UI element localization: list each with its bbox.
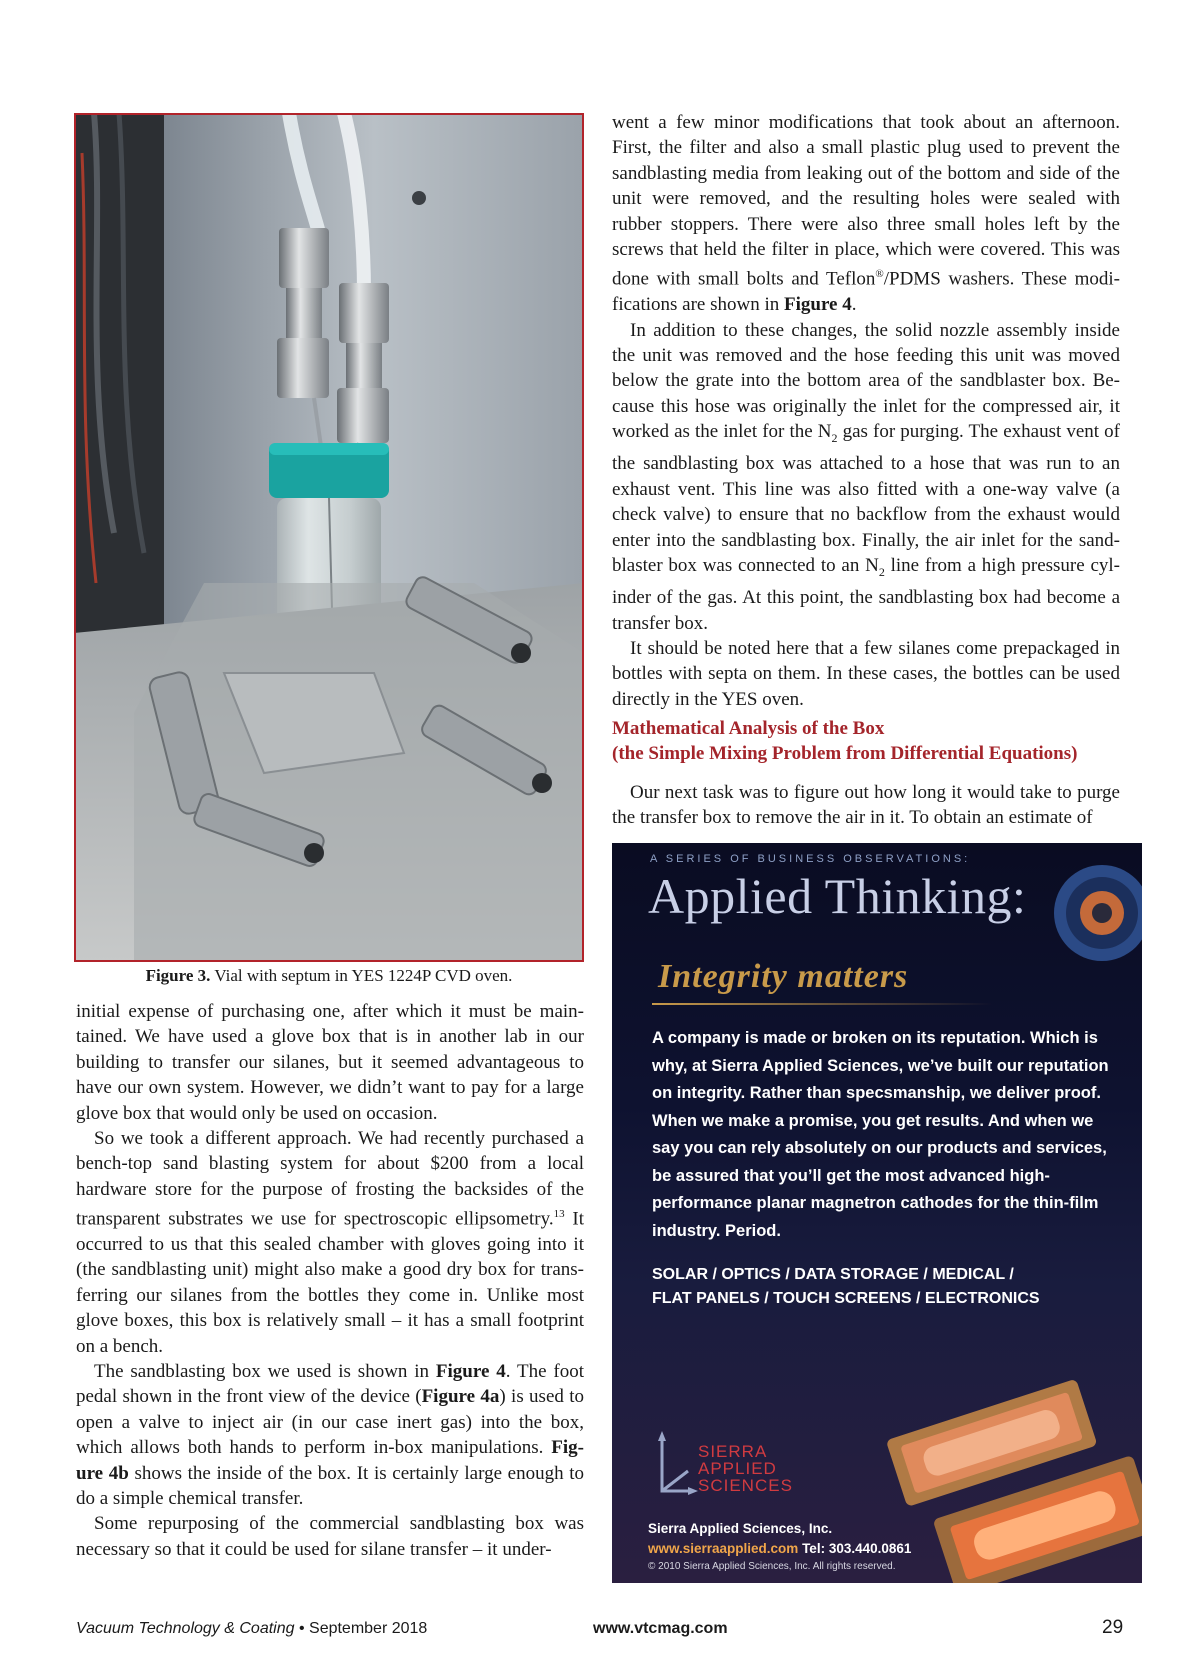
logo-line: SCIENCES — [698, 1476, 793, 1495]
footer-separator: • — [294, 1620, 310, 1637]
footer-website-link[interactable]: www.vtcmag.com — [593, 1620, 728, 1637]
text-run: shows the inside of the box. It is certainly large enough to do a simple chemical transfer. — [76, 1462, 584, 1510]
subscript: 2 — [831, 431, 838, 445]
subscript: 2 — [878, 564, 885, 579]
paragraph — [612, 318, 1120, 636]
text-run: So we took a different approach. We had recently purchased a bench-top sand blasting system for about $200 from a local hardware store for the purpose of frosting the backsides of the transparent substrates we use for spectroscopic ellipsometry. — [76, 1128, 584, 1230]
paragraph: Our next task was to figure out how long it would take to purge the transfer box to remove the air in it. To obtain an estimate of — [612, 782, 1120, 829]
paragraph: It should be noted here that a few silanes come prepackaged in bottles with septa on them. In these cases, the bottles can be used directly in the YES oven. — [612, 638, 1120, 710]
text-run: It occurred to us that this sealed chamber with gloves going into it (the sandblasting unit) might also make a good dry box for trans-ferring our silanes from the bottles they come in. Unlike most glove boxes, this box is relatively small – it has a small footprint on a bench. — [76, 1208, 584, 1357]
figure-reference: Fig-ure 4b — [76, 1437, 584, 1484]
figure-caption-text: Vial with septum in YES 1224P CVD oven. — [210, 966, 513, 985]
text-run: ) is used to open a valve to inject air (in our case inert gas) into the box, which allows both hands to perform in-box manipulations. — [76, 1386, 584, 1459]
text-run: went a few minor modifications that took about an afternoon. First, the filter and also a small plastic plug used to prevent the sandblasting media from leaking out of the bottom and side of the unit were removed, and the resulting holes were sealed with rubber stoppers. There were also three small holes left by the screws that held the filter in place, which were covered. This was done with small bolts and Teflon — [612, 112, 1120, 290]
section-heading-line: (the Simple Mixing Problem from Differential Equations) — [612, 743, 1078, 765]
ad-phone: Tel: 303.440.0861 — [798, 1541, 912, 1556]
text-run: . — [851, 294, 857, 316]
logo-line: SIERRA — [698, 1442, 768, 1461]
ad-contact — [648, 1541, 911, 1556]
ad-logo-wordmark — [698, 1443, 793, 1494]
text-run: The sandblasting box we used is shown in — [94, 1361, 436, 1383]
ad-subtitle: Integrity matters — [658, 958, 909, 995]
figure-caption-label: Figure 3. — [145, 966, 211, 985]
ad-series-label: A SERIES OF BUSINESS OBSERVATIONS: — [650, 853, 971, 865]
figure-reference: Figure 4 — [784, 294, 852, 316]
figure-reference: Figure 4 — [435, 1361, 506, 1383]
footer-date: September 2018 — [309, 1620, 428, 1637]
ad-copyright: © 2010 Sierra Applied Sciences, Inc. All rights reserved. — [648, 1561, 896, 1572]
cathode-product-image — [882, 1363, 1142, 1583]
section-heading — [612, 716, 1132, 767]
vial-photo-illustration — [74, 113, 584, 962]
ad-markets — [652, 1263, 1122, 1311]
cathode-disk-image — [1032, 863, 1142, 973]
figure-3-photo — [74, 113, 584, 962]
ad-markets-line: SOLAR / OPTICS / DATA STORAGE / MEDICAL / — [652, 1266, 1014, 1283]
figure-caption — [74, 966, 584, 986]
figure-reference: Figure 4a — [421, 1386, 500, 1408]
text-run: /PDMS washers. These modi-fications are shown in — [612, 268, 1120, 316]
ad-company-name: Sierra Applied Sciences, Inc. — [648, 1521, 833, 1536]
footer-magazine-title: Vacuum Technology & Coating — [76, 1620, 295, 1637]
ad-markets-line: FLAT PANELS / TOUCH SCREENS / ELECTRONICS — [652, 1290, 1040, 1307]
section-heading-line: Mathematical Analysis of the Box — [612, 718, 885, 739]
ad-title: Applied Thinking: — [648, 868, 1027, 924]
text-run: gas for purging. The exhaust vent of the sandblasting box was attached to a hose that was run to an exhaust vent. This line was also fitted with a one-way valve (a check valve) to ensure that no backflow from the exhaust would enter into the sandblasting box. Finally, the air inlet for the sand-blaster box was connected to an N — [612, 421, 1120, 577]
paragraph: Some repurposing of the commercial sandblasting box was necessary so that it could be used for silane transfer – it under- — [76, 1513, 584, 1560]
paragraph — [612, 110, 1120, 318]
reference-superscript: 13 — [553, 1208, 565, 1221]
right-text-column-continued — [612, 780, 1120, 831]
text-run: In addition to these changes, the solid nozzle assembly inside the unit was removed and the hose feeding this unit was moved below the grate into the bottom area of the sandblaster box. Be-cause this hose was originally the inlet for the compressed air, it worked as the inlet for the N — [612, 319, 1120, 443]
right-text-column — [612, 110, 1120, 712]
paragraph — [76, 1359, 584, 1511]
left-text-column — [76, 999, 584, 1562]
footer-publication — [76, 1620, 427, 1638]
ad-website-link[interactable]: www.sierraapplied.com — [648, 1541, 799, 1556]
logo-line: APPLIED — [698, 1459, 777, 1478]
registered-mark: ® — [875, 268, 884, 281]
ad-divider — [652, 1003, 992, 1005]
text-run: line from a high pressure cyl-inder of the gas. At this point, the sandblasting box had become a transfer box. — [612, 555, 1120, 634]
paragraph — [76, 1126, 584, 1359]
text-run: . The foot pedal shown in the front view of the device ( — [76, 1361, 584, 1408]
ad-body-text: A company is made or broken on its reputation. Which is why, at Sierra Applied Sciences, we’ve built our reputation on integrity. Rather than specsmanship, we deliver proof. When we make a promise, you get results. And when we say you can rely absolutely on our products and services, be assured that you’ll get the most advanced high-performance planar magnetron cathodes for the thin-film industry. Period. — [652, 1029, 1109, 1240]
paragraph: initial expense of purchasing one, after which it must be main-tained. We have used a glove box that is in another lab in our building to transfer our silanes, but it seemed advantageous to have our own system. However, we didn’t want to pay for a large glove box that would only be used on occasion. — [76, 1001, 584, 1124]
advertisement[interactable] — [612, 843, 1142, 1583]
page-number: 29 — [1102, 1617, 1124, 1638]
